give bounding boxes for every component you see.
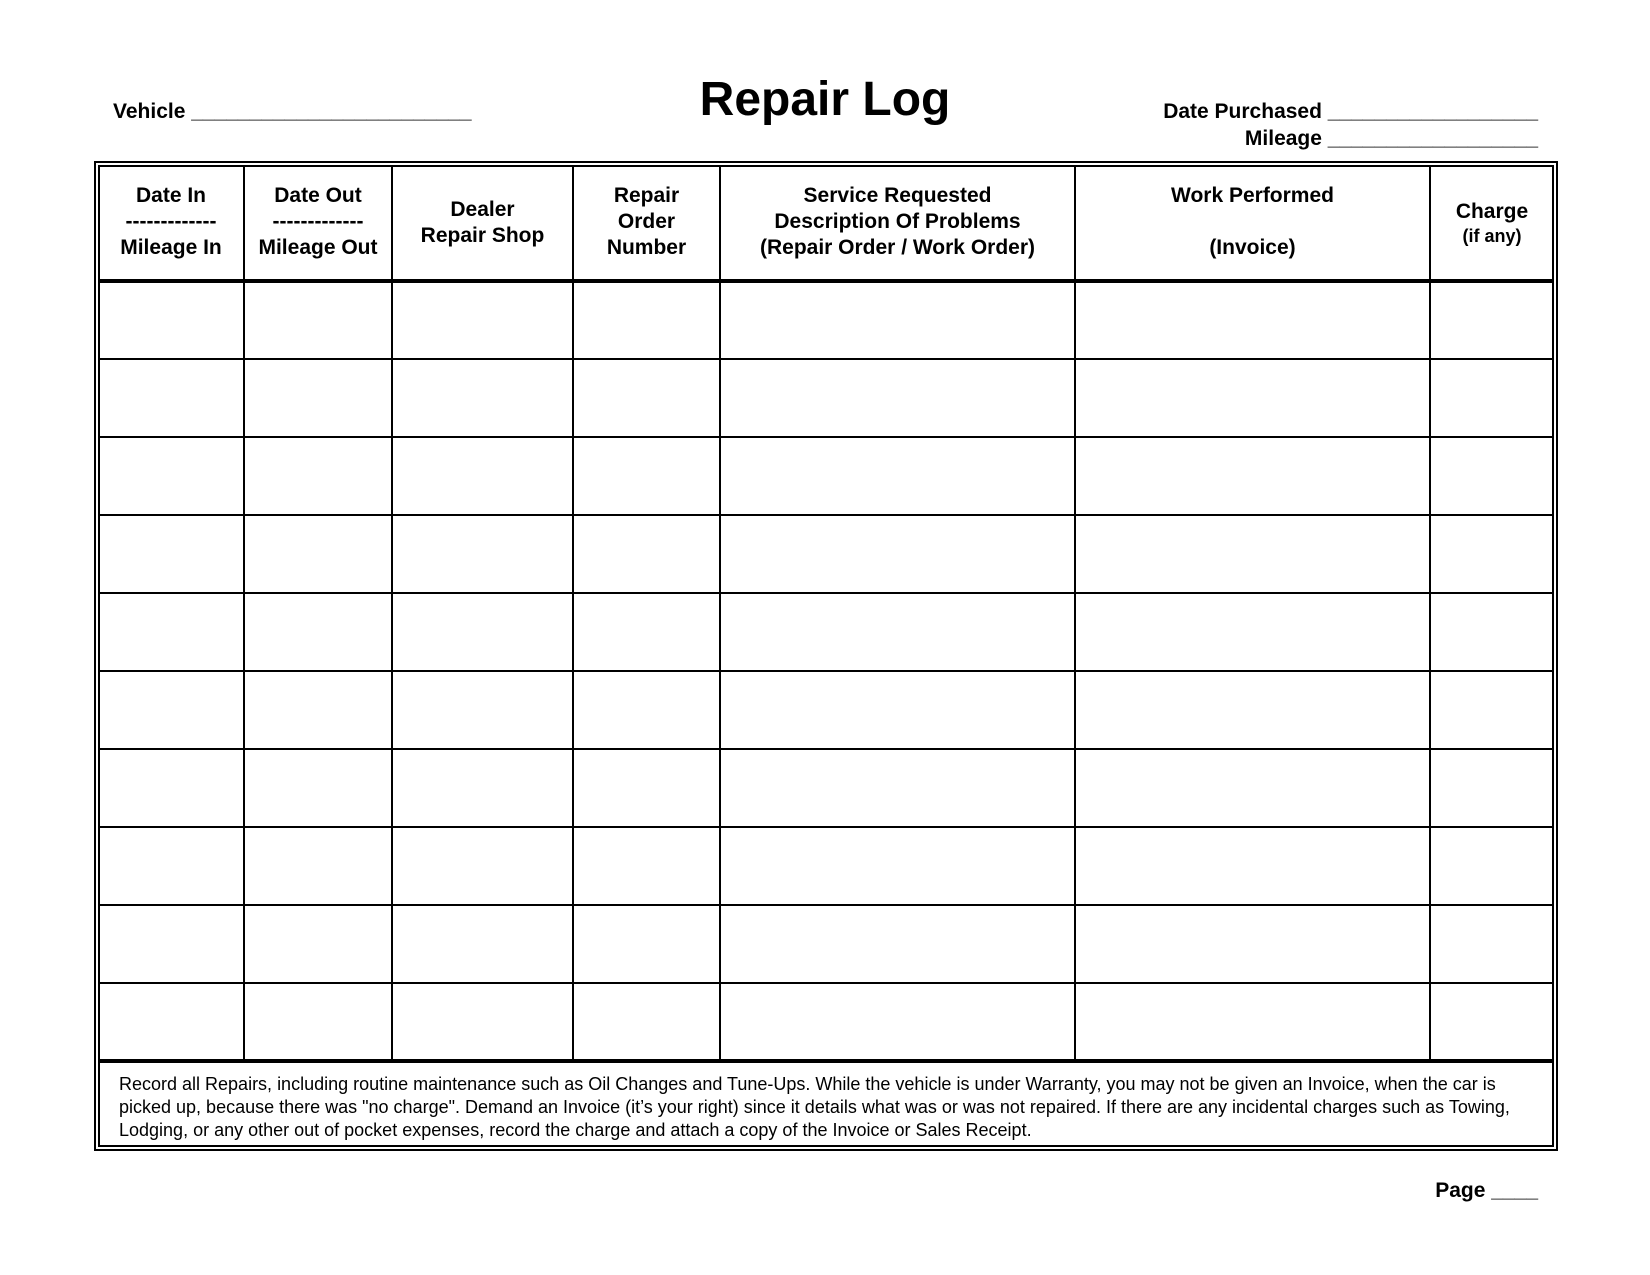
cell-charge[interactable] [1430, 281, 1553, 359]
cell-dealer[interactable] [392, 359, 573, 437]
header-line: Dealer [450, 197, 515, 221]
cell-repair-order[interactable] [573, 749, 720, 827]
cell-service-requested[interactable] [720, 515, 1075, 593]
header-separator: ------------- [125, 210, 217, 233]
cell-date-out[interactable] [244, 983, 392, 1061]
cell-date-out[interactable] [244, 593, 392, 671]
cell-date-out[interactable] [244, 905, 392, 983]
date-purchased-field[interactable]: Date Purchased __________________ [1163, 100, 1538, 123]
cell-work-performed[interactable] [1075, 827, 1430, 905]
header-line: Order [617, 210, 676, 233]
cell-dealer[interactable] [392, 281, 573, 359]
cell-dealer[interactable] [392, 983, 573, 1061]
cell-date-out[interactable] [244, 281, 392, 359]
cell-charge[interactable] [1430, 359, 1553, 437]
header-line: Work Performed [1171, 184, 1334, 207]
table-row [99, 671, 1553, 749]
cell-repair-order[interactable] [573, 359, 720, 437]
cell-charge[interactable] [1430, 749, 1553, 827]
cell-date-out[interactable] [244, 749, 392, 827]
cell-date-out[interactable] [244, 359, 392, 437]
column-header-dealer [392, 166, 573, 281]
column-header-repair-order [573, 166, 720, 281]
header-subtext: (if any) [1462, 225, 1522, 246]
cell-repair-order[interactable] [573, 515, 720, 593]
header-line: Charge [1455, 199, 1529, 223]
column-header-date-in [99, 166, 244, 281]
cell-repair-order[interactable] [573, 437, 720, 515]
table-row [99, 281, 1553, 359]
cell-repair-order[interactable] [573, 827, 720, 905]
column-header-service-requested [720, 166, 1075, 281]
table-row [99, 515, 1553, 593]
table-row [99, 749, 1553, 827]
header-line: (Repair Order / Work Order) [759, 236, 1035, 259]
cell-service-requested[interactable] [720, 671, 1075, 749]
cell-service-requested[interactable] [720, 749, 1075, 827]
cell-dealer[interactable] [392, 437, 573, 515]
cell-dealer[interactable] [392, 515, 573, 593]
cell-charge[interactable] [1430, 905, 1553, 983]
cell-work-performed[interactable] [1075, 671, 1430, 749]
header-line: (Invoice) [1209, 236, 1296, 259]
cell-dealer[interactable] [392, 749, 573, 827]
cell-repair-order[interactable] [573, 905, 720, 983]
cell-service-requested[interactable] [720, 983, 1075, 1061]
table-header-row [99, 166, 1553, 281]
column-header-work-performed [1075, 166, 1430, 281]
cell-work-performed[interactable] [1075, 359, 1430, 437]
cell-work-performed[interactable] [1075, 437, 1430, 515]
header-line: Repair Shop [420, 223, 545, 247]
cell-dealer[interactable] [392, 671, 573, 749]
cell-date-in[interactable] [99, 827, 244, 905]
cell-work-performed[interactable] [1075, 515, 1430, 593]
cell-date-in[interactable] [99, 671, 244, 749]
cell-work-performed[interactable] [1075, 983, 1430, 1061]
table-row [99, 827, 1553, 905]
header-line [1076, 209, 1429, 235]
table-row [99, 437, 1553, 515]
cell-charge[interactable] [1430, 437, 1553, 515]
table-row [99, 905, 1553, 983]
cell-dealer[interactable] [392, 905, 573, 983]
cell-service-requested[interactable] [720, 437, 1075, 515]
page-title: Repair Log [699, 73, 951, 126]
cell-repair-order[interactable] [573, 983, 720, 1061]
instructions-note [99, 1059, 1553, 1146]
cell-work-performed[interactable] [1075, 749, 1430, 827]
cell-date-out[interactable] [244, 671, 392, 749]
cell-service-requested[interactable] [720, 827, 1075, 905]
cell-date-in[interactable] [99, 905, 244, 983]
cell-dealer[interactable] [392, 593, 573, 671]
instructions-text: Record all Repairs, including routine maintenance such as Oil Changes and Tune-Ups. While the vehicle is under Warranty, you may not be given an Invoice, when the car is picked up, because there was "no charge". Demand an Invoice (it’s your right) since it details what was or was not repaired. If there are any incidental charges such as Towing, Lodging, or any other out of pocket expenses, record the charge and attach a copy of the Invoice or Sales Receipt. [119, 1074, 1510, 1140]
page-number-field[interactable]: Page ____ [1435, 1179, 1538, 1202]
cell-charge[interactable] [1430, 593, 1553, 671]
header-line: Date Out [274, 184, 362, 207]
column-header-date-out [244, 166, 392, 281]
header-line: Number [606, 236, 687, 259]
cell-service-requested[interactable] [720, 593, 1075, 671]
cell-date-out[interactable] [244, 515, 392, 593]
header-line: Date In [135, 184, 206, 207]
header-line: Repair [613, 184, 680, 207]
column-header-charge [1430, 166, 1553, 281]
cell-date-in[interactable] [99, 437, 244, 515]
cell-repair-order[interactable] [573, 671, 720, 749]
cell-repair-order[interactable] [573, 281, 720, 359]
cell-date-in[interactable] [99, 359, 244, 437]
cell-date-in[interactable] [99, 593, 244, 671]
cell-charge[interactable] [1430, 983, 1553, 1061]
cell-charge[interactable] [1430, 671, 1553, 749]
header-line: Mileage In [120, 236, 222, 259]
table-row [99, 983, 1553, 1061]
cell-work-performed[interactable] [1075, 281, 1430, 359]
cell-date-in[interactable] [99, 983, 244, 1061]
cell-service-requested[interactable] [720, 281, 1075, 359]
mileage-field[interactable]: Mileage __________________ [1244, 127, 1538, 150]
header-line: Description Of Problems [774, 210, 1021, 233]
header-separator: ------------- [272, 210, 364, 233]
table-row [99, 593, 1553, 671]
header-line: Mileage Out [258, 236, 378, 259]
cell-charge[interactable] [1430, 827, 1553, 905]
table-row [99, 359, 1553, 437]
cell-service-requested[interactable] [720, 905, 1075, 983]
cell-date-in[interactable] [99, 515, 244, 593]
vehicle-field[interactable]: Vehicle ________________________ [113, 100, 472, 123]
cell-dealer[interactable] [392, 827, 573, 905]
repair-log-table [99, 166, 1553, 1061]
cell-date-in[interactable] [99, 749, 244, 827]
cell-date-in[interactable] [99, 281, 244, 359]
cell-date-out[interactable] [244, 437, 392, 515]
cell-work-performed[interactable] [1075, 905, 1430, 983]
cell-repair-order[interactable] [573, 593, 720, 671]
cell-work-performed[interactable] [1075, 593, 1430, 671]
cell-service-requested[interactable] [720, 359, 1075, 437]
header-line: Service Requested [803, 184, 992, 207]
cell-date-out[interactable] [244, 827, 392, 905]
cell-charge[interactable] [1430, 515, 1553, 593]
